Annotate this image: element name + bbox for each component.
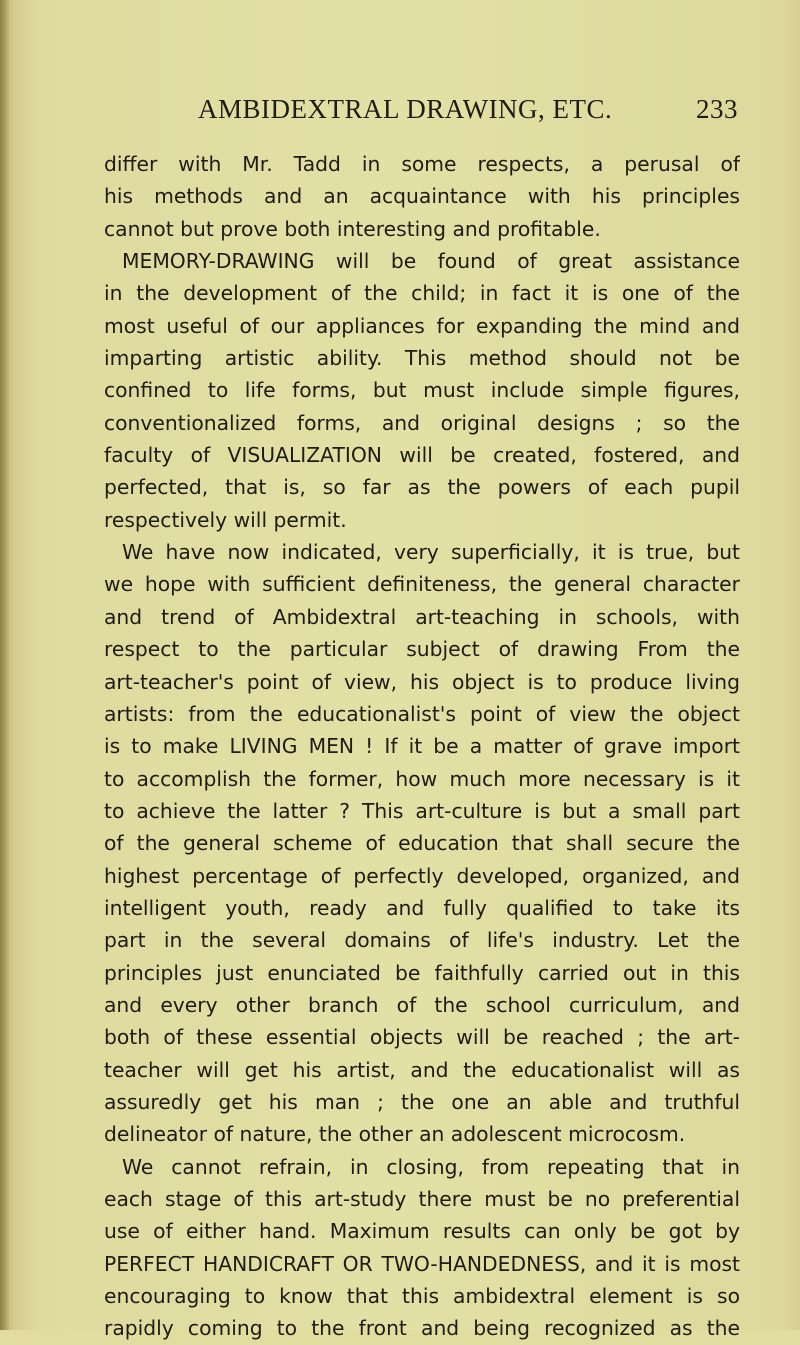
text-line: use of either hand. Maximum results can only be got by <box>104 1219 740 1244</box>
text-line: highest percentage of perfectly developed, organized, and <box>104 863 740 888</box>
text-line: perfected, that is, so far as the powers of each pupil <box>104 475 740 500</box>
text-line: rapidly coming to the front and being recognized as the <box>104 1316 740 1341</box>
running-title: AMBIDEXTRAL DRAWING, ETC. <box>198 94 613 124</box>
text-line: respect to the particular subject of drawing From the <box>104 637 740 662</box>
text-line: most useful of our appliances for expanding the mind and <box>104 313 740 338</box>
text-line: differ with Mr. Tadd in some respects, a perusal of <box>104 152 740 176</box>
text-line: delineator of nature, the other an adolescent microcosm. <box>104 1122 686 1147</box>
text-line: to accomplish the former, how much more necessary is it <box>104 766 740 791</box>
text-line: and every other branch of the school curriculum, and <box>104 992 740 1017</box>
text-line: PERFECT HANDICRAFT OR TWO-HANDEDNESS, and it is most <box>104 1251 740 1276</box>
page-number: 233 <box>696 94 738 124</box>
text-line: principles just enunciated be faithfully carried out in this <box>104 960 740 985</box>
text-line: cannot but prove both interesting and profitable. <box>104 216 601 241</box>
text-line: each stage of this art-study there must be no preferential <box>104 1187 740 1211</box>
text-line: of the general scheme of education that shall secure the <box>104 831 740 856</box>
text-line: both of these essential objects will be reached ; the art- <box>104 1025 740 1050</box>
text-line: to achieve the latter ? This art-culture is but a small part <box>104 798 740 823</box>
text-line: MEMORY-DRAWING will be found of great assistance <box>122 249 740 274</box>
running-head <box>198 94 738 134</box>
text-line: art-teacher's point of view, his object is to produce living <box>104 669 740 694</box>
text-line: We cannot refrain, in closing, from repeating that in <box>122 1154 740 1179</box>
text-line: imparting artistic ability. This method should not be <box>104 346 740 371</box>
text-line: artists: from the educationalist's point of view the object <box>104 701 740 726</box>
text-line: we hope with sufficient definiteness, the general character <box>104 572 740 597</box>
text-line: intelligent youth, ready and fully qualified to take its <box>104 895 740 920</box>
text-line: is to make LIVING MEN ! If it be a matter of grave import <box>104 734 740 759</box>
text-line: part in the several domains of life's industry. Let the <box>104 928 740 953</box>
text-line: his methods and an acquaintance with his principles <box>104 184 740 209</box>
text-line: We have now indicated, very superficially, it is true, but <box>122 540 740 565</box>
body-text <box>104 148 740 1345</box>
text-line: confined to life forms, but must include simple figures, <box>104 378 740 403</box>
gutter-shadow <box>0 0 10 1330</box>
text-line: encouraging to know that this ambidextral element is so <box>104 1284 740 1309</box>
text-line: and trend of Ambidextral art-teaching in schools, with <box>104 604 740 629</box>
text-line: faculty of VISUALIZATION will be created, fostered, and <box>104 443 740 468</box>
text-line: teacher will get his artist, and the educationalist will as <box>104 1057 740 1082</box>
text-line: conventionalized forms, and original designs ; so the <box>104 410 740 435</box>
text-line: in the development of the child; in fact it is one of the <box>104 281 740 306</box>
text-line: respectively will permit. <box>104 507 347 532</box>
text-line: assuredly get his man ; the one an able and truthful <box>104 1089 740 1114</box>
